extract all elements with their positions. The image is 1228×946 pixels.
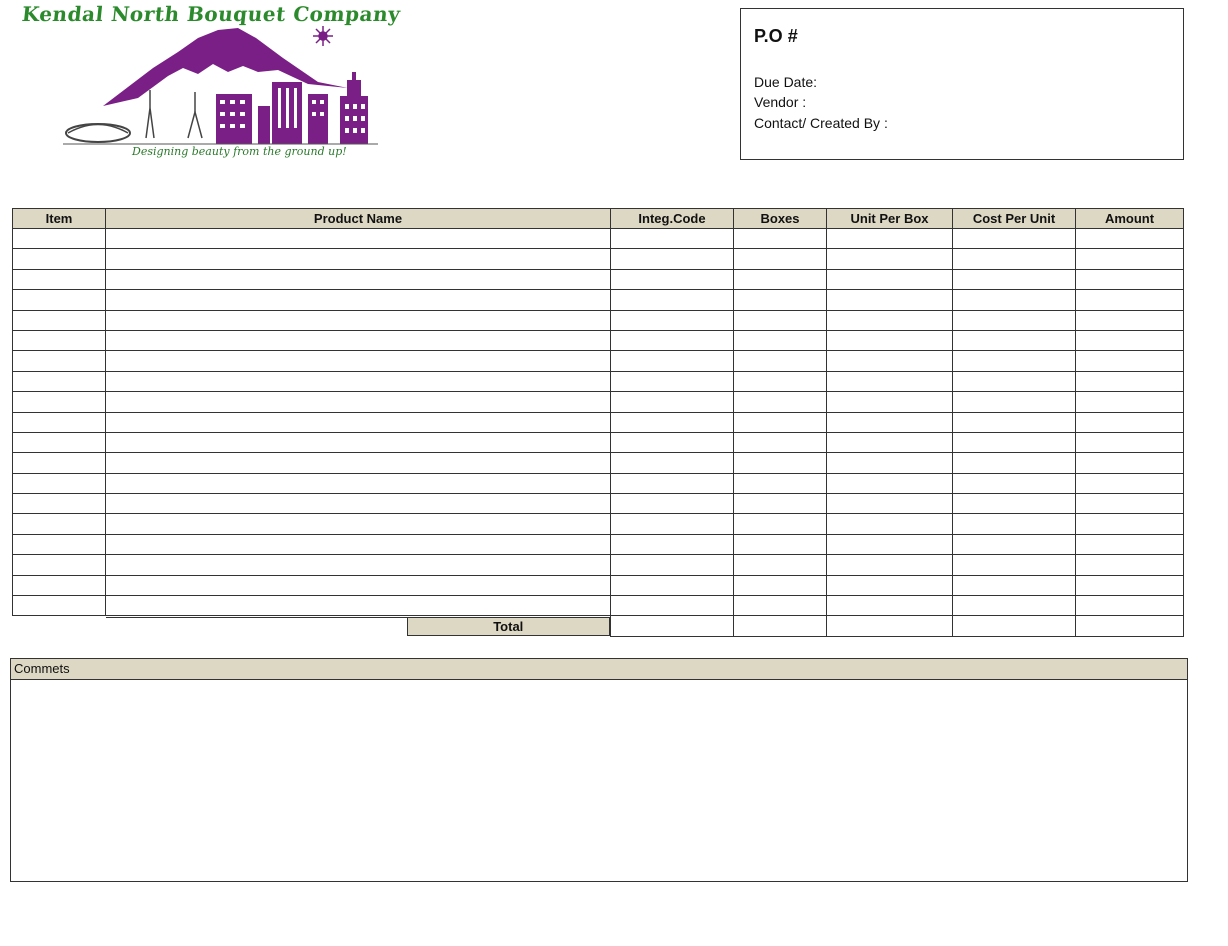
cell-unit-per-box[interactable]: [827, 249, 953, 269]
cell-product-name[interactable]: [106, 269, 611, 289]
cell-integ-code[interactable]: [611, 310, 734, 330]
company-logo: [18, 2, 438, 164]
stadium-icon: [66, 124, 130, 142]
table-row: [13, 453, 1184, 473]
po-info-box: [740, 8, 1184, 160]
cell-item[interactable]: [13, 269, 106, 289]
cell-boxes[interactable]: [734, 514, 827, 534]
cell-product-name[interactable]: [106, 412, 611, 432]
cell-unit-per-box[interactable]: [827, 514, 953, 534]
logo-tagline: Designing beauty from the ground up!: [132, 145, 347, 158]
vendor-label: Vendor :: [754, 94, 807, 110]
cell-product-name[interactable]: [106, 330, 611, 350]
cell-amount[interactable]: [1076, 494, 1184, 514]
cell-item[interactable]: [13, 412, 106, 432]
cell-cost-per-unit[interactable]: [953, 290, 1076, 310]
po-number-label: P.O #: [754, 26, 798, 46]
table-row: [13, 310, 1184, 330]
cell-integ-code[interactable]: [611, 412, 734, 432]
cell-unit-per-box[interactable]: [827, 453, 953, 473]
city-skyline-logo-icon: [58, 20, 398, 148]
cell-integ-code[interactable]: [611, 534, 734, 554]
cell-amount[interactable]: [1076, 330, 1184, 350]
cell-item[interactable]: [13, 392, 106, 412]
cell-integ-code[interactable]: [611, 555, 734, 575]
cell-item[interactable]: [13, 534, 106, 554]
table-row: [13, 392, 1184, 412]
cell-cost-per-unit[interactable]: [953, 494, 1076, 514]
table-row: [13, 330, 1184, 350]
cell-boxes[interactable]: [734, 249, 827, 269]
total-cell-amount[interactable]: [1076, 616, 1184, 636]
cell-product-name[interactable]: [106, 555, 611, 575]
cell-amount[interactable]: [1076, 412, 1184, 432]
items-table: [12, 208, 1184, 637]
cell-cost-per-unit[interactable]: [953, 392, 1076, 412]
cell-unit-per-box[interactable]: [827, 392, 953, 412]
column-header-product-name: Product Name: [106, 209, 611, 229]
cell-integ-code[interactable]: [611, 575, 734, 595]
cell-item[interactable]: [13, 290, 106, 310]
cell-unit-per-box[interactable]: [827, 596, 953, 616]
cell-cost-per-unit[interactable]: [953, 269, 1076, 289]
cell-item[interactable]: [13, 494, 106, 514]
cell-product-name[interactable]: [106, 371, 611, 391]
table-row: [13, 575, 1184, 595]
cell-amount[interactable]: [1076, 249, 1184, 269]
cell-boxes[interactable]: [734, 290, 827, 310]
cell-product-name[interactable]: [106, 575, 611, 595]
cell-cost-per-unit[interactable]: [953, 453, 1076, 473]
total-row: [13, 616, 1184, 636]
table-row: [13, 290, 1184, 310]
cell-cost-per-unit[interactable]: [953, 249, 1076, 269]
cell-product-name[interactable]: [106, 229, 611, 249]
cell-product-name[interactable]: [106, 494, 611, 514]
cell-cost-per-unit[interactable]: [953, 473, 1076, 493]
cell-amount[interactable]: [1076, 534, 1184, 554]
cell-cost-per-unit[interactable]: [953, 575, 1076, 595]
column-header-unit-per-box: Unit Per Box: [827, 209, 953, 229]
cell-integ-code[interactable]: [611, 432, 734, 452]
cell-boxes[interactable]: [734, 229, 827, 249]
cell-unit-per-box[interactable]: [827, 412, 953, 432]
cell-amount[interactable]: [1076, 575, 1184, 595]
cell-boxes[interactable]: [734, 351, 827, 371]
cell-amount[interactable]: [1076, 453, 1184, 473]
cell-amount[interactable]: [1076, 555, 1184, 575]
cell-item[interactable]: [13, 229, 106, 249]
comments-section: [10, 658, 1188, 882]
cell-boxes[interactable]: [734, 534, 827, 554]
cell-product-name[interactable]: [106, 534, 611, 554]
cell-product-name[interactable]: [106, 310, 611, 330]
cell-amount[interactable]: [1076, 290, 1184, 310]
cell-unit-per-box[interactable]: [827, 555, 953, 575]
cell-boxes[interactable]: [734, 432, 827, 452]
cell-item[interactable]: [13, 351, 106, 371]
comments-header: Commets: [11, 659, 1187, 680]
cell-boxes[interactable]: [734, 269, 827, 289]
cell-boxes[interactable]: [734, 555, 827, 575]
cell-cost-per-unit[interactable]: [953, 412, 1076, 432]
comments-area[interactable]: [11, 680, 1187, 880]
cell-boxes[interactable]: [734, 310, 827, 330]
total-cell-boxes[interactable]: [734, 616, 827, 636]
cell-product-name[interactable]: [106, 596, 611, 616]
cell-item[interactable]: [13, 473, 106, 493]
cell-amount[interactable]: [1076, 432, 1184, 452]
cell-product-name[interactable]: [106, 514, 611, 534]
cell-item[interactable]: [13, 371, 106, 391]
cell-item[interactable]: [13, 575, 106, 595]
cell-amount[interactable]: [1076, 514, 1184, 534]
cell-boxes[interactable]: [734, 330, 827, 350]
cell-integ-code[interactable]: [611, 351, 734, 371]
cell-cost-per-unit[interactable]: [953, 330, 1076, 350]
total-label-cell: [106, 616, 611, 636]
column-header-amount: Amount: [1076, 209, 1184, 229]
cell-amount[interactable]: [1076, 310, 1184, 330]
logo-company-name: Kendal North Bouquet Company: [20, 2, 402, 26]
cell-boxes[interactable]: [734, 596, 827, 616]
column-header-item: Item: [13, 209, 106, 229]
column-header-cost-per-unit: Cost Per Unit: [953, 209, 1076, 229]
cell-item[interactable]: [13, 310, 106, 330]
cell-cost-per-unit[interactable]: [953, 555, 1076, 575]
cell-unit-per-box[interactable]: [827, 534, 953, 554]
table-row: [13, 249, 1184, 269]
sun-icon: [313, 26, 333, 46]
total-cell-cost-per-unit[interactable]: [953, 616, 1076, 636]
cell-integ-code[interactable]: [611, 269, 734, 289]
cell-cost-per-unit[interactable]: [953, 534, 1076, 554]
cell-item[interactable]: [13, 249, 106, 269]
cell-boxes[interactable]: [734, 392, 827, 412]
cell-integ-code[interactable]: [611, 453, 734, 473]
cell-unit-per-box[interactable]: [827, 290, 953, 310]
cell-unit-per-box[interactable]: [827, 494, 953, 514]
due-date-label: Due Date:: [754, 74, 818, 90]
cell-item[interactable]: [13, 514, 106, 534]
cell-item[interactable]: [13, 432, 106, 452]
items-table-body: [13, 229, 1184, 637]
cell-cost-per-unit[interactable]: [953, 371, 1076, 391]
cell-cost-per-unit[interactable]: [953, 432, 1076, 452]
cell-product-name[interactable]: [106, 432, 611, 452]
table-row: [13, 494, 1184, 514]
cell-integ-code[interactable]: [611, 229, 734, 249]
table-row: [13, 371, 1184, 391]
total-label: Total: [407, 617, 611, 636]
column-header-boxes: Boxes: [734, 209, 827, 229]
cell-amount[interactable]: [1076, 392, 1184, 412]
cell-unit-per-box[interactable]: [827, 310, 953, 330]
cell-integ-code[interactable]: [611, 494, 734, 514]
cell-item[interactable]: [13, 330, 106, 350]
table-row: [13, 432, 1184, 452]
cell-amount[interactable]: [1076, 269, 1184, 289]
cell-cost-per-unit[interactable]: [953, 596, 1076, 616]
cell-unit-per-box[interactable]: [827, 432, 953, 452]
cell-item[interactable]: [13, 596, 106, 616]
cell-unit-per-box[interactable]: [827, 575, 953, 595]
cell-unit-per-box[interactable]: [827, 229, 953, 249]
cell-integ-code[interactable]: [611, 371, 734, 391]
cell-integ-code[interactable]: [611, 290, 734, 310]
cell-item[interactable]: [13, 555, 106, 575]
contact-created-by-label: Contact/ Created By :: [754, 115, 888, 131]
cell-product-name[interactable]: [106, 473, 611, 493]
column-header-integ-code: Integ.Code: [611, 209, 734, 229]
cell-integ-code[interactable]: [611, 330, 734, 350]
cell-integ-code[interactable]: [611, 596, 734, 616]
cell-product-name[interactable]: [106, 351, 611, 371]
table-header-row: [13, 209, 1184, 229]
cell-product-name[interactable]: [106, 392, 611, 412]
total-cell-integ-code[interactable]: [611, 616, 734, 636]
table-row: [13, 596, 1184, 616]
cell-unit-per-box[interactable]: [827, 371, 953, 391]
table-row: [13, 269, 1184, 289]
cell-boxes[interactable]: [734, 494, 827, 514]
cell-unit-per-box[interactable]: [827, 473, 953, 493]
cell-cost-per-unit[interactable]: [953, 351, 1076, 371]
table-row: [13, 229, 1184, 249]
table-row: [13, 351, 1184, 371]
cell-boxes[interactable]: [734, 412, 827, 432]
cell-boxes[interactable]: [734, 473, 827, 493]
cell-integ-code[interactable]: [611, 514, 734, 534]
cell-integ-code[interactable]: [611, 392, 734, 412]
cell-amount[interactable]: [1076, 473, 1184, 493]
cell-product-name[interactable]: [106, 290, 611, 310]
table-row: [13, 473, 1184, 493]
total-row-spacer: [13, 616, 106, 636]
cell-amount[interactable]: [1076, 351, 1184, 371]
cell-boxes[interactable]: [734, 453, 827, 473]
cell-amount[interactable]: [1076, 371, 1184, 391]
cell-amount[interactable]: [1076, 596, 1184, 616]
cell-boxes[interactable]: [734, 575, 827, 595]
table-row: [13, 412, 1184, 432]
cell-cost-per-unit[interactable]: [953, 310, 1076, 330]
cell-amount[interactable]: [1076, 229, 1184, 249]
cell-integ-code[interactable]: [611, 473, 734, 493]
cell-product-name[interactable]: [106, 249, 611, 269]
table-row: [13, 514, 1184, 534]
table-row: [13, 555, 1184, 575]
cell-unit-per-box[interactable]: [827, 330, 953, 350]
cell-cost-per-unit[interactable]: [953, 514, 1076, 534]
cell-unit-per-box[interactable]: [827, 351, 953, 371]
cell-product-name[interactable]: [106, 453, 611, 473]
total-cell-unit-per-box[interactable]: [827, 616, 953, 636]
cell-item[interactable]: [13, 453, 106, 473]
table-row: [13, 534, 1184, 554]
cell-cost-per-unit[interactable]: [953, 229, 1076, 249]
cell-integ-code[interactable]: [611, 249, 734, 269]
cell-unit-per-box[interactable]: [827, 269, 953, 289]
cell-boxes[interactable]: [734, 371, 827, 391]
